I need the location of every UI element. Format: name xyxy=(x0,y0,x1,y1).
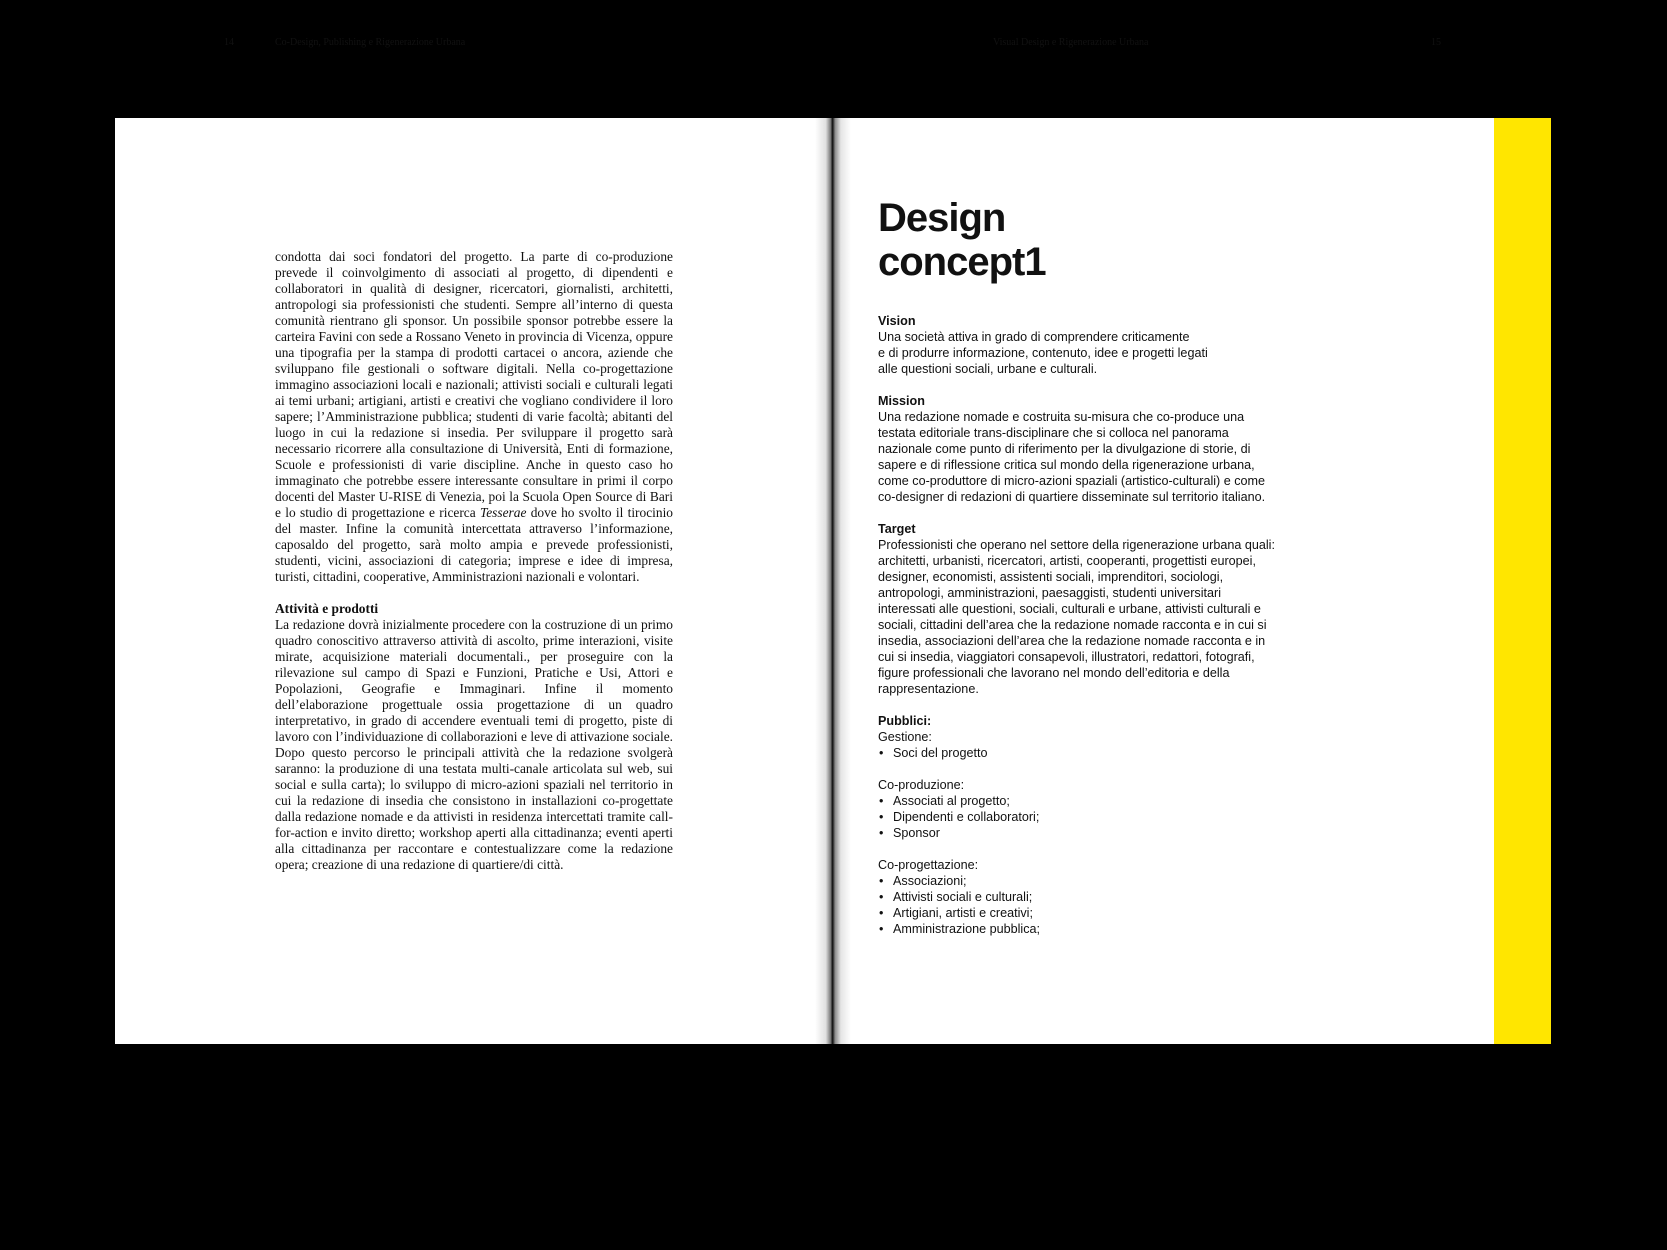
target-heading: Target xyxy=(878,522,916,536)
section-paragraph: La redazione dovrà inizialmente procedere con la costruzione di un primo quadro conoscitivo attraverso attività di ascolto, prime interazioni, visite mirate, acquisizione materiali documentali., per proseguire con la rilevazione sul campo di Spazi e Funzioni, Pratiche e Usi, Attori e Popolazioni, Geografie e Immaginari. Infine il momento dell’elaborazione progettuale ossia progettazione di un quadro interpretativo, in grado di accendere eventuali temi di progetto, piste di lavoro con l’individuazione di collaborazioni e leve di attivazione sociale. Dopo questo percorso le principali attività che la redazione svolgerà saranno: la produzione di una testata multi-canale articolata sul web, sui social e sulla carta); lo sviluppo di micro-azioni spaziali nel territorio in cui la redazione di insedia che consistono in installazioni co-progettate dalla redazione nomade e da attivisti in residenza intercettati tramite call-for-action e invito diretto; workshop aperti alla cittadinanza; eventi aperti alla cittadinanza per raccontare e contestualizzare come la redazione opera; creazione di una redazione di quartiere/di città. xyxy=(275,617,673,872)
list-item: • Associati al progetto; xyxy=(878,793,1278,809)
right-page-body xyxy=(878,313,1278,937)
target-text: Professionisti che operano nel settore della rigenerazione urbana quali: architetti, urbanisti, ricercatori, artisti, cooperanti, progettisti europei, designer, economisti, assistenti sociali, imprenditori, sociologi, antropologi, amministrazioni, paesaggisti, studenti universitari interessati alle questioni, sociali, culturali e urbane, attivisti culturali e sociali, cittadini dell’area che la redazione nomade racconta e in cui si insedia, associazioni dell’area che la redazione nomade racconta e in cui si insedia, viaggiatori consapevoli, illustratori, redattori, fotografi, figure professionali che lavorano nel mondo dell’editoria e della rappresentazione. xyxy=(878,538,1275,696)
intro-tail-text: dove ho svolto il tirocinio del master. Infine la comunità intercettata attraverso l’informazione, caposaldo del progetto, sarà molto ampia e prevede professionisti, studenti, vicini, associazioni di categoria; imprese e idee di impresa, turisti, cittadini, cooperative, Amministrazioni nazionali e volontari. xyxy=(275,505,673,584)
list-item: • Sponsor xyxy=(878,825,1278,841)
title-line-2: concept1 xyxy=(878,240,1046,284)
page-number-right: 15 xyxy=(1431,37,1441,48)
section-heading: Attività e prodotti xyxy=(275,601,379,616)
intro-paragraph xyxy=(275,249,673,585)
list-item: • Amministrazione pubblica; xyxy=(878,921,1278,937)
running-head-left: Co-Design, Publishing e Rigenerazione Urbana xyxy=(275,37,466,48)
coproduzione-list xyxy=(878,793,1278,841)
title-line-1: Design xyxy=(878,196,1006,240)
vision-heading: Vision xyxy=(878,314,916,328)
coprogettazione-list xyxy=(878,873,1278,937)
book-gutter-shadow xyxy=(815,118,851,1044)
list-item: • Dipendenti e collaboratori; xyxy=(878,809,1278,825)
page-number-left: 14 xyxy=(224,37,234,48)
vision-line-2: e di produrre informazione, contenuto, idee e progetti legati xyxy=(878,346,1208,360)
yellow-edge-band xyxy=(1494,118,1551,1044)
coprogettazione-label: Co-progettazione: xyxy=(878,858,979,872)
pubblici-heading: Pubblici: xyxy=(878,714,932,728)
vision-line-3: alle questioni sociali, urbane e culturali. xyxy=(878,362,1098,376)
running-head-right: Visual Design e Rigenerazione Urbana xyxy=(993,37,1149,48)
list-item: • Soci del progetto xyxy=(878,745,1278,761)
mission-text: Una redazione nomade e costruita su-misura che co-produce una testata editoriale trans-disciplinare che si colloca nel panorama nazionale come punto di riferimento per la divulgazione di storie, di sapere e di riflessione critica sul mondo della rigenerazione urbana, come co-produttore di micro-azioni spaziali (artistico-culturali) e come co-designer di redazioni di quartiere disseminate sul territorio italiano. xyxy=(878,410,1266,504)
gestione-label: Gestione: xyxy=(878,730,932,744)
coproduzione-label: Co-produzione: xyxy=(878,778,965,792)
intro-italic-term: Tesserae xyxy=(480,505,527,520)
page-title xyxy=(878,196,1046,284)
intro-text: condotta dai soci fondatori del progetto. La parte di co-produzione prevede il coinvolgimento di associati al progetto, di dipendenti e collaboratori in qualità di designer, ricercatori, giornalisti, architetti, antropologi sia professionisti che studenti. Sempre all’interno di questa comunità rientrano gli sponsor. Un possibile sponsor potrebbe essere la carteira Favini con sede a Rossano Veneto in provincia di Vicenza, oppure una tipografia per la stampa di prodotti cartacei o ancora, aziende che sviluppano file gestionali o software digitali. Nella co-progettazione immagino associazioni locali e nazionali; attivisti sociali e culturali legati ai temi urbani; artigiani, artisti e creativi che vogliano condividere il loro sapere; l’Amministrazione pubblica; studenti di varie facoltà; abitanti del luogo in cui la redazione si insedia. Per sviluppare il progetto sarà necessario ricorrere alla consultazione di Università, Enti di formazione, Scuole e professionisti di varie discipline. Anche in questo caso ho immaginato che potrebbe essere interessante consultare in primi il corpo docenti del Master U-RISE di Venezia, poi la Scuola Open Source di Bari e lo studio di progettazione e ricerca xyxy=(275,249,673,520)
vision-line-1: Una società attiva in grado di comprendere criticamente xyxy=(878,330,1190,344)
list-item: • Artigiani, artisti e creativi; xyxy=(878,905,1278,921)
left-page-body xyxy=(275,249,673,873)
mission-heading: Mission xyxy=(878,394,925,408)
list-item: • Associazioni; xyxy=(878,873,1278,889)
gestione-list xyxy=(878,745,1278,761)
list-item: • Attivisti sociali e culturali; xyxy=(878,889,1278,905)
